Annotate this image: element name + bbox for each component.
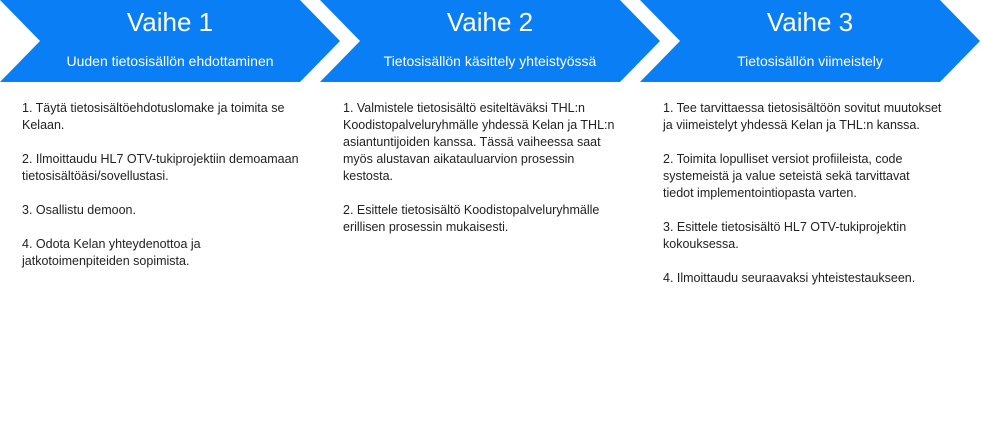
phase-1-steps (22, 100, 302, 287)
phase-1-subtitle: Uuden tietosisällön ehdottaminen (66, 53, 274, 69)
phase-2-steps (343, 100, 623, 253)
phase-1-chevron (0, 0, 340, 82)
step-item: 2. Ilmoittaudu HL7 OTV-tukiprojektiin demoamaan tietosisältöäsi/sovellustasi. (22, 152, 299, 183)
step-item: 3. Esittele tietosisältö HL7 OTV-tukiprojektin kokouksessa. (663, 220, 907, 251)
step-item: 2. Toimita lopulliset versiot profiileista, code systemeistä ja value seteistä sekä tarvittavat tiedot implementointiopasta varten. (663, 152, 910, 200)
phase-3-chevron (640, 0, 980, 82)
phase-3-steps (663, 100, 943, 304)
step-item: 4. Ilmoittaudu seuraavaksi yhteistestaukseen. (663, 271, 916, 285)
step-item: 2. Esittele tietosisältö Koodistopalveluryhmälle erillisen prosessin mukaisesti. (343, 203, 600, 234)
phase-3-title: Vaihe 3 (766, 7, 854, 37)
phase-1-title: Vaihe 1 (126, 7, 214, 37)
step-item: 3. Osallistu demoon. (22, 203, 136, 217)
step-item: 4. Odota Kelan yhteydenottoa ja jatkotoimenpiteiden sopimista. (22, 237, 201, 268)
phase-2-subtitle: Tietosisällön käsittely yhteistyössä (383, 53, 597, 69)
step-item: 1. Valmistele tietosisältö esiteltäväksi THL:n Koodistopalveluryhmälle yhdessä Kelan ja THL:n asiantuntijoiden kanssa. Tässä vaiheessa saat myös alustavan aikatauluarvion prosessin kestosta. (343, 101, 615, 183)
step-item: 1. Täytä tietosisältöehdotuslomake ja toimita se Kelaan. (22, 101, 285, 132)
phase-3-subtitle: Tietosisällön viimeistely (737, 53, 883, 69)
phase-2-title: Vaihe 2 (446, 7, 534, 37)
phase-2-chevron (320, 0, 660, 82)
step-item: 1. Tee tarvittaessa tietosisältöön sovitut muutokset ja viimeistelyt yhdessä Kelan ja THL:n kanssa. (663, 101, 942, 132)
phase-chevron-row (0, 0, 982, 84)
